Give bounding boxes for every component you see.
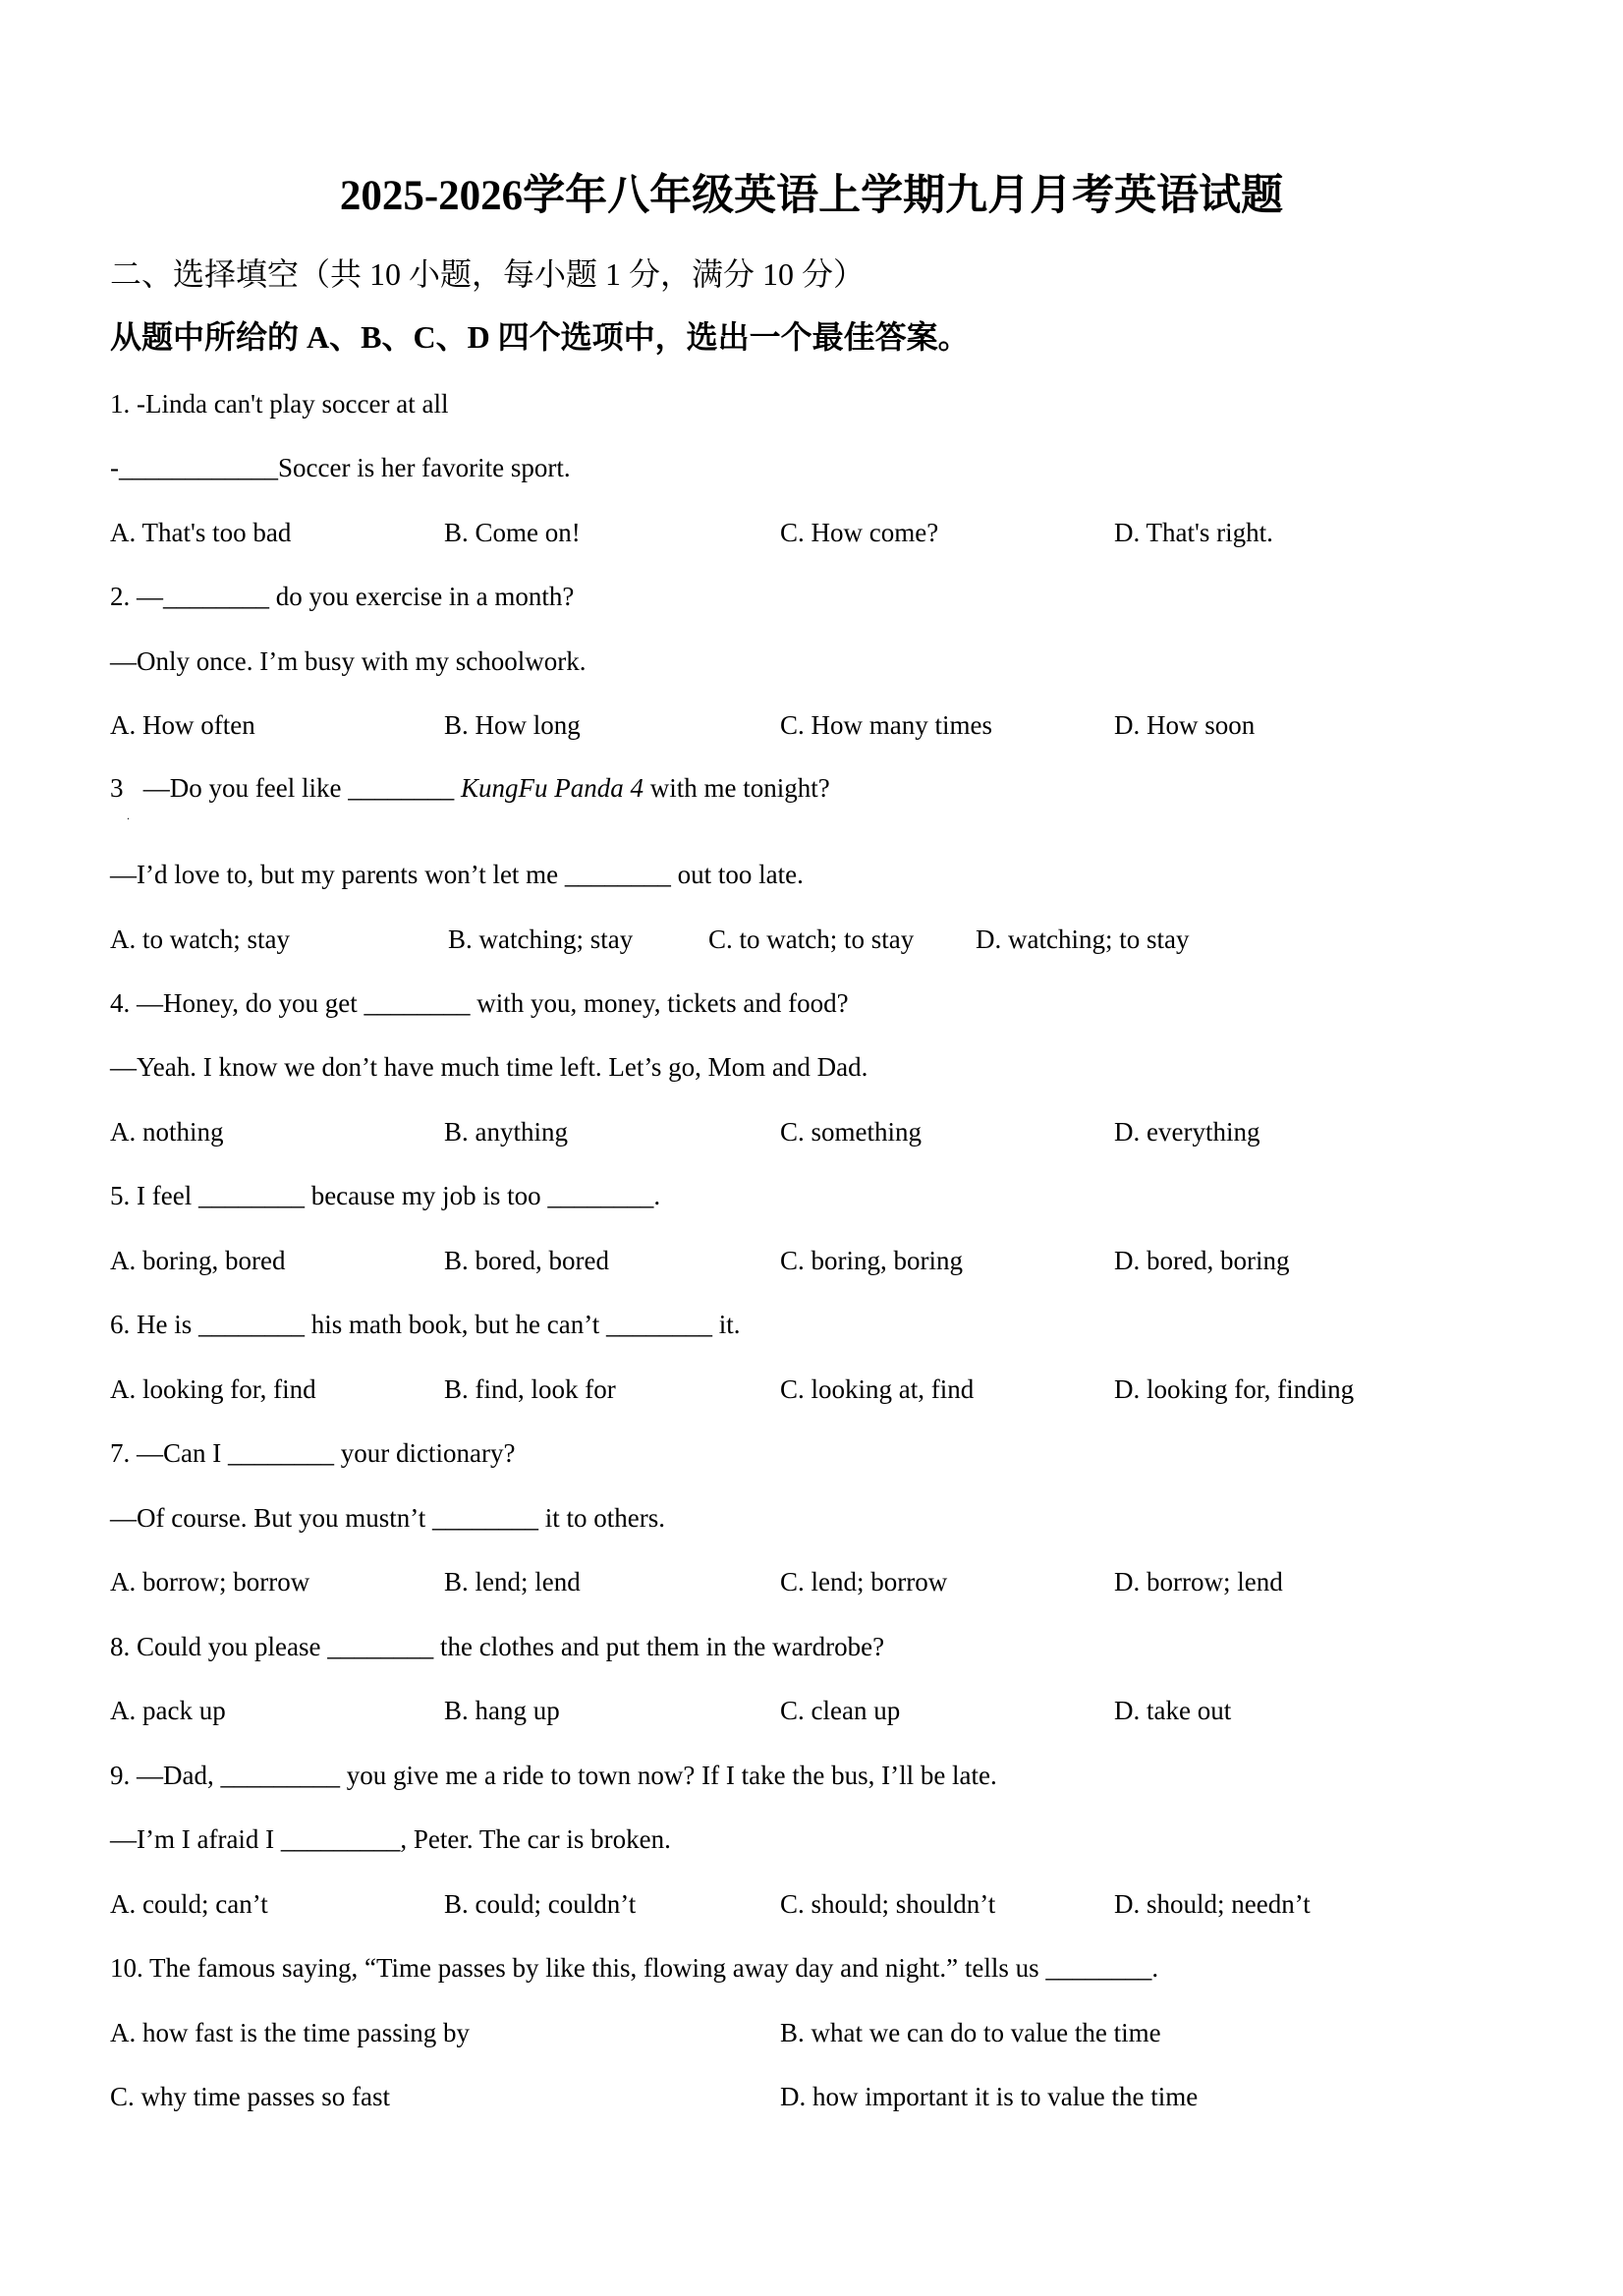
option-a[interactable]: A. how fast is the time passing by [110, 2018, 470, 2047]
option-b[interactable]: B. bored, bored [444, 1246, 609, 1275]
movie-title: KungFu Panda 4 [460, 773, 644, 803]
option-d[interactable]: D. watching; to stay [976, 924, 1190, 954]
option-c[interactable]: C. should; shouldn’t [780, 1889, 996, 1919]
option-b[interactable]: B. hang up [444, 1696, 560, 1725]
section-heading: 二、选择填空（共 10 小题，每小题 1 分，满分 10 分） [110, 256, 866, 292]
option-b[interactable]: B. anything [444, 1117, 568, 1147]
option-b[interactable]: B. what we can do to value the time [780, 2018, 1161, 2047]
option-b[interactable]: B. How long [444, 710, 581, 740]
question-line: 1. -Linda can't play soccer at all [110, 389, 449, 419]
exam-title: 2025-2026学年八年级英语上学期九月月考英语试题 [339, 173, 1284, 219]
option-c[interactable]: C. why time passes so fast [110, 2082, 390, 2111]
option-a[interactable]: A. could; can’t [110, 1889, 268, 1919]
option-c[interactable]: C. How come? [780, 518, 939, 547]
option-a[interactable]: A. How often [110, 710, 255, 740]
option-a[interactable]: A. to watch; stay [110, 924, 290, 954]
option-d[interactable]: D. take out [1114, 1696, 1232, 1725]
option-a[interactable]: A. looking for, find [110, 1374, 316, 1404]
option-a[interactable]: A. borrow; borrow [110, 1567, 310, 1596]
option-c[interactable]: C. something [780, 1117, 923, 1147]
option-a[interactable]: A. boring, bored [110, 1246, 286, 1275]
option-d[interactable]: D. everything [1114, 1117, 1260, 1147]
option-b[interactable]: B. Come on! [444, 518, 581, 547]
question-line [110, 770, 830, 806]
question-line: 2. —________ do you exercise in a month? [110, 582, 575, 611]
question-line: —I’m I afraid I _________, Peter. The car is broken. [110, 1824, 671, 1854]
option-c[interactable]: C. to watch; to stay [708, 924, 915, 954]
option-c[interactable]: C. clean up [780, 1696, 901, 1725]
option-c[interactable]: C. looking at, find [780, 1374, 975, 1404]
question-text: with me tonight? [643, 773, 830, 803]
question-line: 5. I feel ________ because my job is too ________. [110, 1181, 661, 1210]
option-c[interactable]: C. How many times [780, 710, 992, 740]
question-line: —Yeah. I know we don’t have much time left. Let’s go, Mom and Dad. [110, 1052, 868, 1082]
question-text: 3 —Do you feel like ________ [110, 773, 461, 803]
option-d[interactable]: D. How soon [1114, 710, 1256, 740]
option-d[interactable]: D. borrow; lend [1114, 1567, 1283, 1596]
option-a[interactable]: A. nothing [110, 1117, 224, 1147]
option-b[interactable]: B. watching; stay [448, 924, 634, 954]
option-c[interactable]: C. lend; borrow [780, 1567, 948, 1596]
option-b[interactable]: B. lend; lend [444, 1567, 581, 1596]
question-line: —Of course. But you mustn’t ________ it to others. [110, 1503, 665, 1533]
option-d[interactable]: D. bored, boring [1114, 1246, 1290, 1275]
section-instruction: 从题中所给的 A、B、C、D 四个选项中，选出一个最佳答案。 [110, 319, 970, 355]
option-b[interactable]: B. find, look for [444, 1374, 616, 1404]
option-a[interactable]: A. pack up [110, 1696, 226, 1725]
question-line: 10. The famous saying, “Time passes by like this, flowing away day and night.” tells us ________. [110, 1953, 1159, 1983]
question-line: —I’d love to, but my parents won’t let me ________ out too late. [110, 860, 804, 889]
stray-mark: . [127, 809, 130, 822]
option-d[interactable]: D. how important it is to value the time [780, 2082, 1199, 2111]
option-d[interactable]: D. That's right. [1114, 518, 1273, 547]
question-line: 8. Could you please ________ the clothes and put them in the wardrobe? [110, 1632, 885, 1661]
question-line: 9. —Dad, _________ you give me a ride to town now? If I take the bus, I’ll be late. [110, 1761, 997, 1790]
question-line: -____________Soccer is her favorite sport. [110, 453, 571, 482]
question-line: 7. —Can I ________ your dictionary? [110, 1438, 516, 1468]
question-line: —Only once. I’m busy with my schoolwork. [110, 646, 587, 676]
question-line: 6. He is ________ his math book, but he can’t ________ it. [110, 1310, 741, 1339]
question-line: 4. —Honey, do you get ________ with you, money, tickets and food? [110, 988, 849, 1018]
option-b[interactable]: B. could; couldn’t [444, 1889, 637, 1919]
option-d[interactable]: D. looking for, finding [1114, 1374, 1355, 1404]
option-a[interactable]: A. That's too bad [110, 518, 292, 547]
option-c[interactable]: C. boring, boring [780, 1246, 963, 1275]
option-d[interactable]: D. should; needn’t [1114, 1889, 1311, 1919]
